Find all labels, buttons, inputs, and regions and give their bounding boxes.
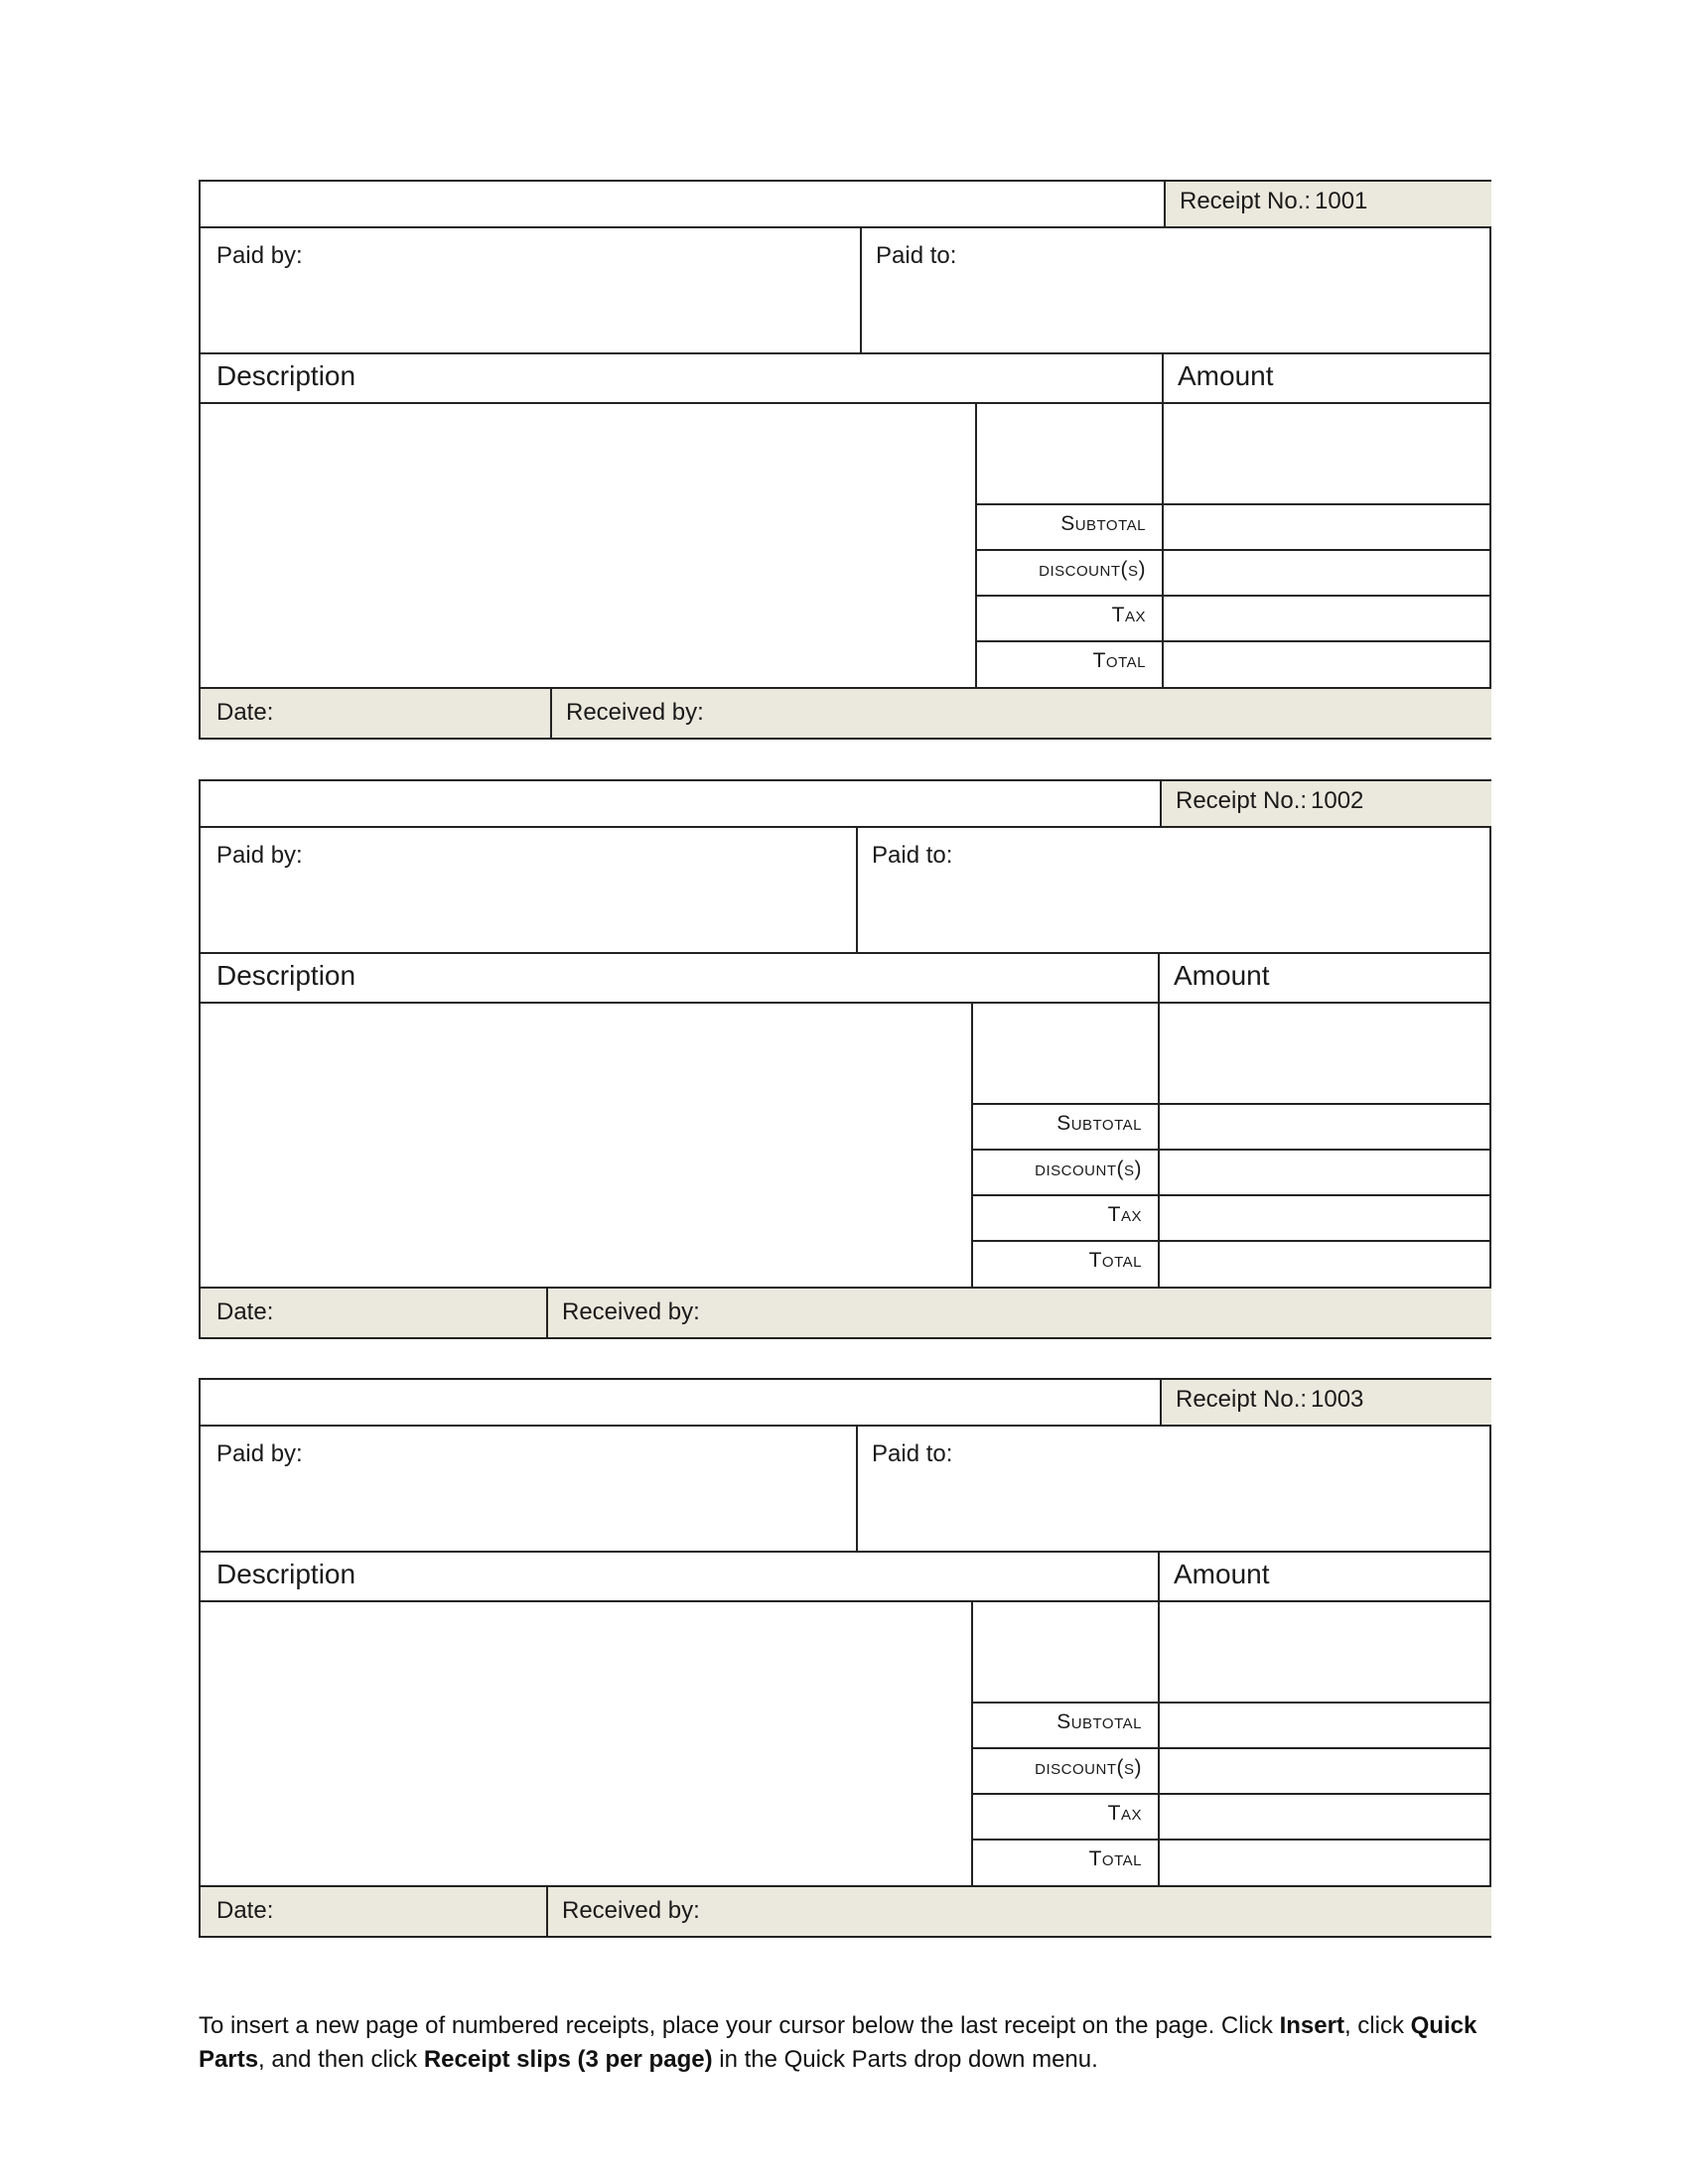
signature-row [201, 1289, 1491, 1337]
paid-by-label: Paid by: [216, 242, 303, 269]
instructions-quick-parts: Quick Parts [199, 2012, 1477, 2073]
instructions-part1: To insert a new page of numbered receipts, place your cursor below the last receipt on the page. Click [199, 2012, 1280, 2039]
description-label: Description [216, 1559, 356, 1589]
receipt-number[interactable]: 1001 [1315, 188, 1368, 214]
paid-to-label: Paid to: [872, 1440, 953, 1467]
paid-to-label: Paid to: [872, 842, 953, 869]
signature-row [201, 1887, 1491, 1936]
tax-label: Tax [1107, 1802, 1142, 1825]
discounts-label: discount(s) [1035, 1756, 1142, 1779]
receipt-number-label: Receipt No.: [1176, 787, 1308, 814]
paid-to-label: Paid to: [876, 242, 957, 269]
amount-label: Amount [1178, 360, 1274, 391]
receipt-number[interactable]: 1003 [1311, 1386, 1364, 1413]
instructions-text [199, 2009, 1489, 2077]
date-label: Date: [216, 699, 274, 726]
subtotal-label: Subtotal [1056, 1710, 1142, 1733]
instructions-part2: , click [1343, 2012, 1411, 2039]
date-label: Date: [216, 1298, 274, 1325]
subtotal-label: Subtotal [1060, 512, 1146, 535]
discounts-label: discount(s) [1035, 1158, 1142, 1180]
total-label: Total [1092, 649, 1146, 672]
tax-label: Tax [1107, 1203, 1142, 1226]
subtotal-label: Subtotal [1056, 1112, 1142, 1135]
paid-by-label: Paid by: [216, 1440, 303, 1467]
instructions-part4: in the Quick Parts drop down menu. [712, 2046, 1098, 2073]
amount-label: Amount [1174, 1559, 1270, 1589]
description-label: Description [216, 960, 356, 991]
instructions-receipt-slips: Receipt slips (3 per page) [423, 2046, 713, 2073]
received-by-label: Received by: [566, 699, 704, 726]
date-label: Date: [216, 1897, 274, 1924]
amount-label: Amount [1174, 960, 1270, 991]
paid-by-label: Paid by: [216, 842, 303, 869]
total-label: Total [1088, 1249, 1142, 1272]
received-by-label: Received by: [562, 1298, 700, 1325]
discounts-label: discount(s) [1039, 558, 1146, 581]
instructions-insert: Insert [1279, 2012, 1344, 2039]
instructions-part3: , and then click [258, 2046, 424, 2073]
receipt-3 [199, 1378, 1491, 1938]
received-by-label: Received by: [562, 1897, 700, 1924]
receipt-number-label: Receipt No.: [1180, 188, 1312, 214]
total-label: Total [1088, 1847, 1142, 1870]
description-label: Description [216, 360, 356, 391]
receipt-2 [199, 779, 1491, 1339]
receipt-number[interactable]: 1002 [1311, 787, 1364, 814]
receipt-number-label: Receipt No.: [1176, 1386, 1308, 1413]
receipt-1 [199, 180, 1491, 740]
tax-label: Tax [1111, 604, 1146, 626]
signature-row [201, 689, 1491, 738]
